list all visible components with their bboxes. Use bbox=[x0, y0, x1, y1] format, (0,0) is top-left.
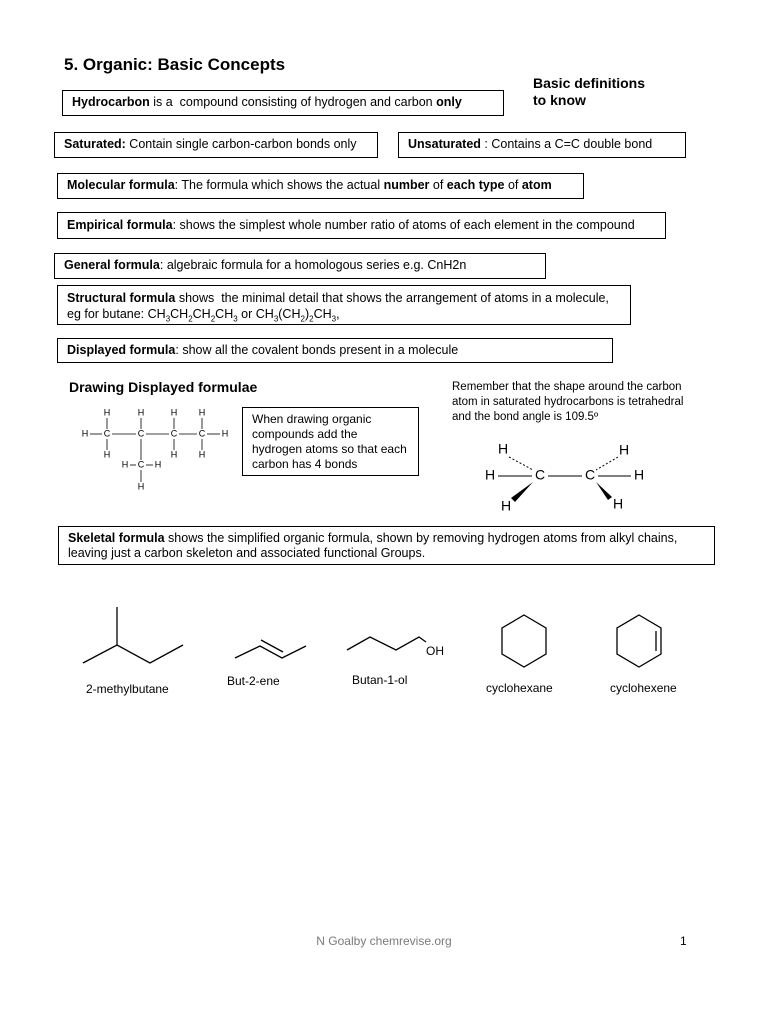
molecular-emph-3: atom bbox=[521, 178, 552, 193]
atom-h: H bbox=[137, 481, 145, 492]
skeletal-term: Skeletal formula bbox=[68, 531, 165, 545]
molecular-term: Molecular formula bbox=[67, 178, 175, 193]
unsaturated-text: : Contains a C=C double bond bbox=[480, 137, 653, 152]
atom-h: H bbox=[484, 466, 496, 483]
page-number: 1 bbox=[680, 934, 687, 948]
atom-h: H bbox=[618, 441, 630, 458]
structural-or: or bbox=[237, 307, 256, 321]
skeletal-text: shows the simplified organic formula, shown by removing hydrogen atoms from alkyl chains, leaving just a carbon skeleton and associated functional Groups. bbox=[68, 531, 678, 560]
general-text: : algebraic formula for a homologous series e.g. CnH2n bbox=[159, 258, 467, 273]
drawing-note-box bbox=[242, 407, 419, 476]
empirical-text: : shows the simplest whole number ratio of atoms of each element in the compound bbox=[172, 217, 635, 232]
footer: N Goalby chemrevise.org bbox=[316, 934, 452, 948]
atom-c: C bbox=[103, 428, 111, 439]
empirical-term: Empirical formula bbox=[67, 217, 173, 232]
hydrocarbon-text: is a compound consisting of hydrogen and carbon bbox=[149, 95, 437, 110]
drawing-heading: Drawing Displayed formulae bbox=[69, 379, 258, 395]
skeletal-cyclohexane bbox=[496, 612, 552, 672]
skeletal-cyclohexene bbox=[611, 612, 667, 672]
unsaturated-term: Unsaturated bbox=[408, 137, 481, 152]
atom-h: H bbox=[221, 428, 229, 439]
drawing-note: When drawing organic compounds add the hydrogen atoms so that each carbon has 4 bonds bbox=[252, 412, 407, 471]
basic-definitions-line-1: Basic definitions bbox=[533, 75, 646, 91]
hydroxyl-label: OH bbox=[426, 644, 444, 658]
atom-c: C bbox=[584, 466, 596, 483]
molecular-emph-2: each type bbox=[446, 178, 505, 193]
atom-h: H bbox=[633, 466, 645, 483]
atom-h: H bbox=[137, 407, 145, 418]
molecular-formula-definition bbox=[57, 173, 584, 199]
remember-note: Remember that the shape around the carbon atom in saturated hydrocarbons is tetrahedral and the bond angle is 109.5º bbox=[452, 381, 684, 423]
hydrocarbon-term: Hydrocarbon bbox=[72, 95, 150, 110]
structural-formula-1: $CH_3CH_2CH_2CH_3$ bbox=[147, 307, 238, 324]
saturated-text: Contain single carbon-carbon bonds only bbox=[125, 137, 357, 152]
atom-h: H bbox=[170, 407, 178, 418]
displayed-formula-definition bbox=[57, 338, 613, 363]
skeletal-butan-1-ol bbox=[344, 628, 454, 662]
structural-formula-definition bbox=[57, 285, 631, 325]
saturated-definition bbox=[54, 132, 378, 158]
structural-formula-2: $CH_3(CH_2)_2CH_3$, bbox=[255, 307, 340, 324]
label-2-methylbutane: 2-methylbutane bbox=[86, 682, 169, 696]
label-but-2-ene: But-2-ene bbox=[227, 674, 280, 688]
atom-h: H bbox=[612, 495, 624, 512]
atom-c: C bbox=[137, 428, 145, 439]
saturated-term: Saturated: bbox=[64, 137, 126, 152]
skeletal-formula-definition bbox=[58, 526, 715, 565]
displayed-term: Displayed formula bbox=[67, 342, 176, 357]
wedge-bond bbox=[596, 482, 612, 500]
label-cyclohexane: cyclohexane bbox=[486, 681, 553, 695]
atom-h: H bbox=[103, 449, 111, 460]
molecular-text-2: of bbox=[429, 178, 447, 193]
hydrocarbon-emph: only bbox=[436, 95, 462, 110]
basic-definitions-heading bbox=[533, 75, 645, 109]
ethane-tetrahedral-diagram bbox=[478, 438, 658, 518]
molecular-text-1: : The formula which shows the actual bbox=[174, 178, 384, 193]
atom-c: C bbox=[170, 428, 178, 439]
atom-h: H bbox=[103, 407, 111, 418]
empirical-formula-definition bbox=[57, 212, 666, 239]
displayed-text: : show all the covalent bonds present in a molecule bbox=[175, 342, 459, 357]
atom-c: C bbox=[198, 428, 206, 439]
unsaturated-definition bbox=[398, 132, 686, 158]
atom-h: H bbox=[154, 459, 162, 470]
hydrocarbon-definition bbox=[62, 90, 504, 116]
basic-definitions-line-2: to know bbox=[533, 92, 586, 108]
displayed-formula-methylbutane bbox=[70, 400, 240, 500]
label-butan-1-ol: Butan-1-ol bbox=[352, 673, 408, 687]
atom-h: H bbox=[170, 449, 178, 460]
structural-text: shows the minimal detail that shows the arrangement of atoms in a molecule, eg for butane: bbox=[67, 291, 613, 321]
molecular-emph-1: number bbox=[383, 178, 430, 193]
general-term: General formula bbox=[64, 258, 160, 273]
atom-h: H bbox=[497, 440, 509, 457]
skeletal-but-2-ene bbox=[232, 636, 312, 664]
structural-term: Structural formula bbox=[67, 291, 176, 305]
atom-h: H bbox=[500, 497, 512, 514]
atom-c: C bbox=[534, 466, 546, 483]
molecular-text-3: of bbox=[504, 178, 522, 193]
atom-h: H bbox=[198, 449, 206, 460]
atom-h: H bbox=[121, 459, 129, 470]
skeletal-2-methylbutane bbox=[80, 605, 190, 665]
wedge-bond bbox=[511, 482, 533, 502]
atom-c: C bbox=[137, 459, 145, 470]
page-title: 5. Organic: Basic Concepts bbox=[64, 55, 286, 74]
atom-h: H bbox=[81, 428, 89, 439]
label-cyclohexene: cyclohexene bbox=[610, 681, 677, 695]
atom-h: H bbox=[198, 407, 206, 418]
general-formula-definition bbox=[54, 253, 546, 279]
